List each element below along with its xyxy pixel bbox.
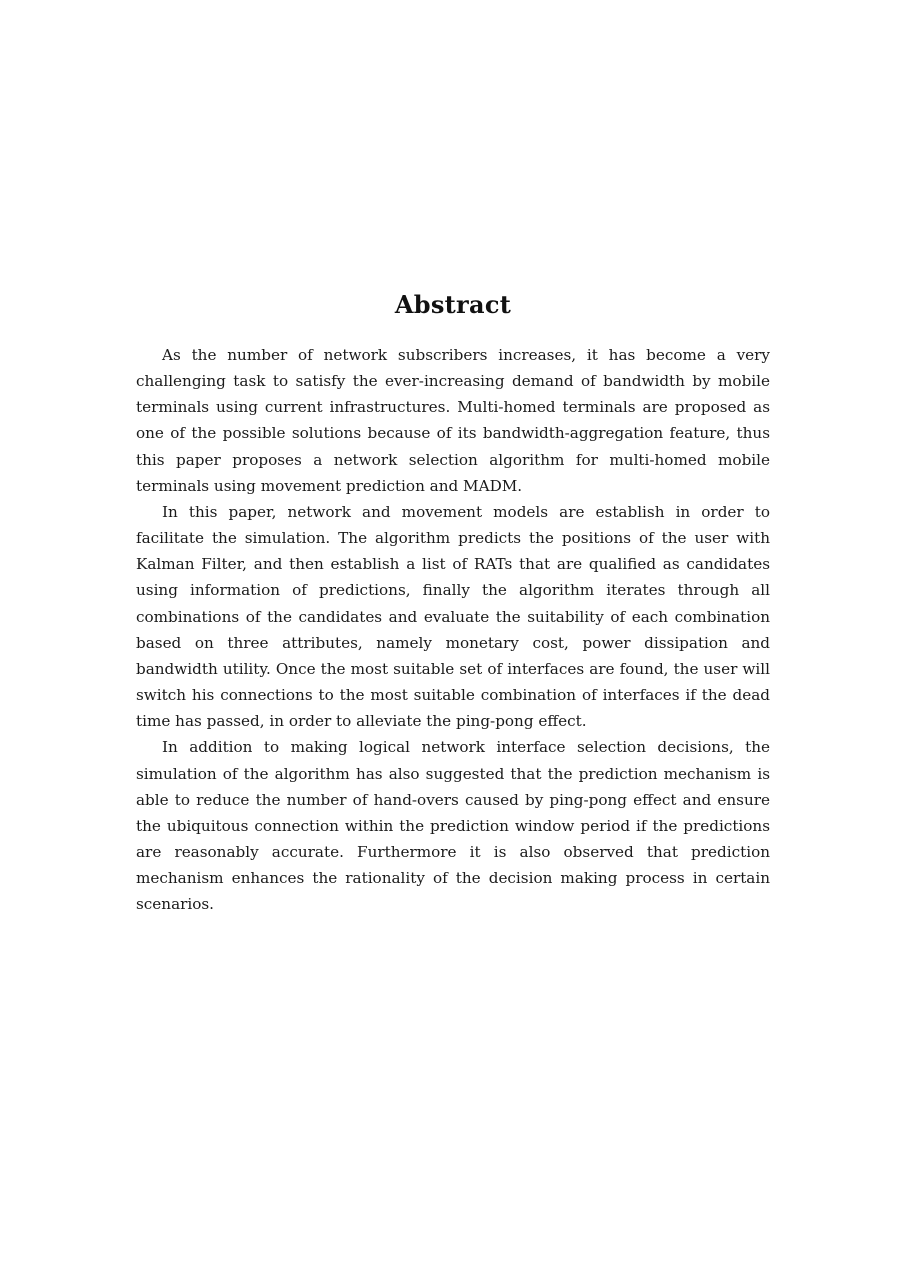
abstract-body <box>136 342 770 917</box>
abstract-paragraph-1: As the number of network subscribers increases, it has become a very challenging task to satisfy the ever-increasing demand of bandwidth by mobile terminals using current infrastructures. Multi-homed terminals are proposed as one of the possible solutions because of its bandwidth-aggregation feature, thus this paper proposes a network selection algorithm for multi-homed mobile terminals using movement prediction and MADM. <box>136 346 770 495</box>
abstract-paragraph-3: In addition to making logical network interface selection decisions, the simulation of the algorithm has also suggested that the prediction mechanism is able to reduce the number of hand-overs caused by ping-pong effect and ensure the ubiquitous connection within the prediction window period if the predictions are reasonably accurate. Furthermore it is also observed that prediction mechanism enhances the rationality of the decision making process in certain scenarios. <box>136 738 770 914</box>
abstract-paragraph-2: In this paper, network and movement models are establish in order to facilitate the simulation. The algorithm predicts the positions of the user with Kalman Filter, and then establish a list of RATs that are qualified as candidates using information of predictions, finally the algorithm iterates through all combinations of the candidates and evaluate the suitability of each combination based on three attributes, namely monetary cost, power dissipation and bandwidth utility. Once the most suitable set of interfaces are found, the user will switch his connections to the most suitable combination of interfaces if the dead time has passed, in order to alleviate the ping-pong effect. <box>136 502 770 731</box>
abstract-heading: Abstract <box>394 290 512 319</box>
